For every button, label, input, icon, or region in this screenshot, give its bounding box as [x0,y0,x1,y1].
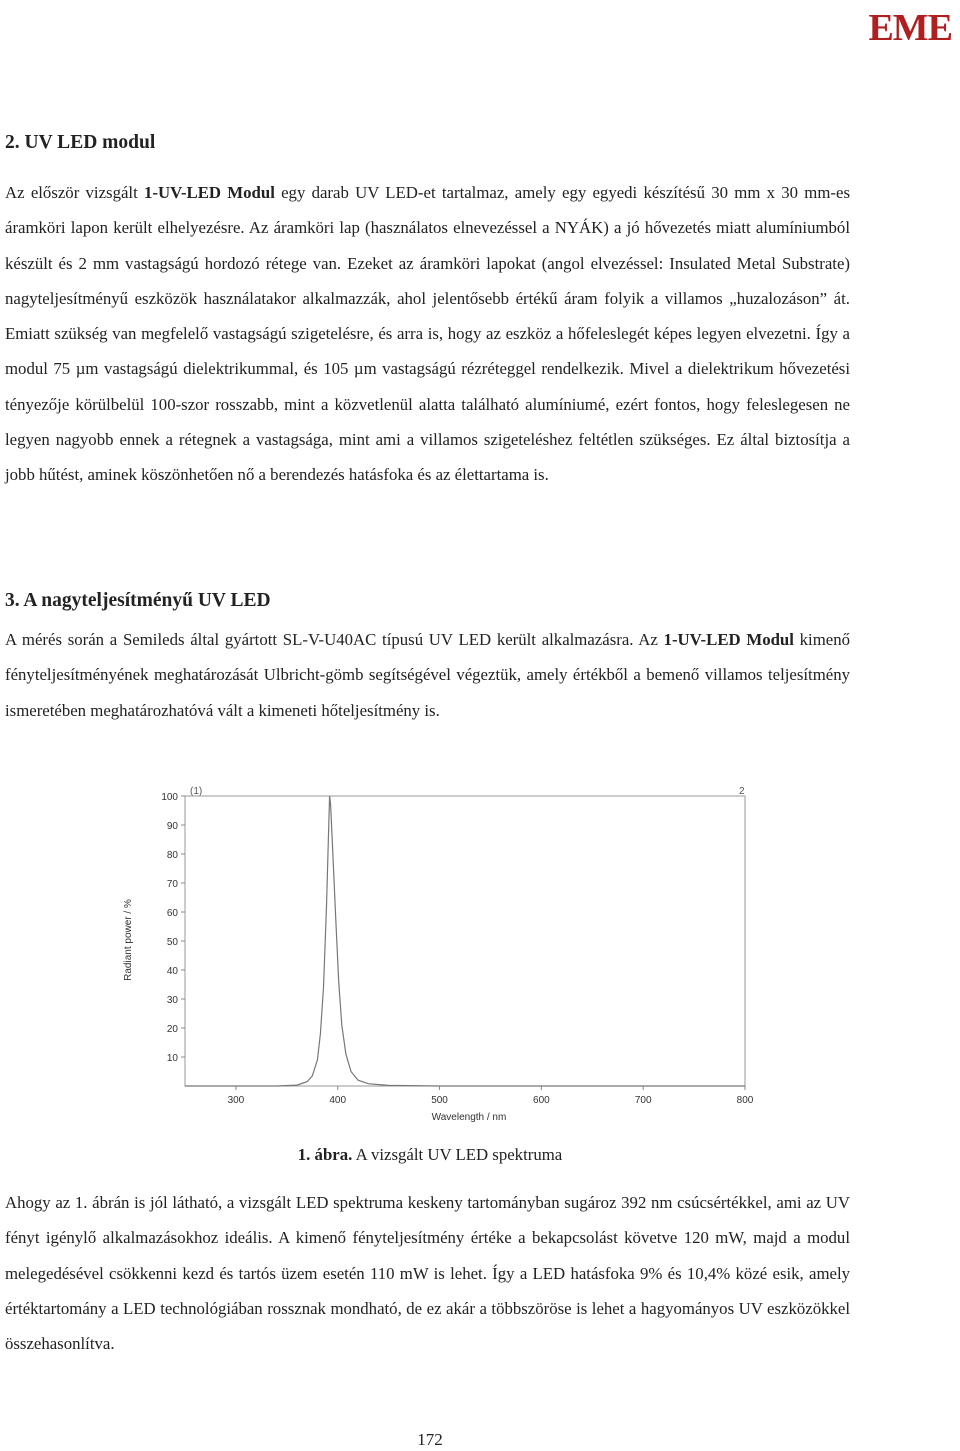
eme-logo: EME [868,7,952,49]
spectrum-chart-svg [115,780,765,1130]
text-run: egy darab UV LED-et tartalmaz, amely egy egyedi készítésű 30 mm x 30 mm-es áramköri lapon került elhelyezésre. Az áramköri lap (használatos elnevezéssel a NYÁK) a jó hővezetés miatt alumíniumból készült és 2 mm vastagságú hordozó rétege van. Ezeket az áramköri lapokat (angol elvezéssel: Insulated Metal Substrate) nagyteljesítményű eszközök használatakor alkalmazzák, ahol jelentősebb értékű áram folyik a villamos „huzalozáson” át. Emiatt szükség van megfelelő vastagságú szigetelésre, és arra is, hogy az eszköz a hőfeleslegét képes legyen elvezetni. Így a modul 75 µm vastagságú dielektrikummal, és 105 µm vastagságú rézréteggel rendelkezik. Mivel a dielektrikum hővezetési tényezője körülbelül 100-szor rosszabb, mint a közvetlenül alatta található alumíniumé, ezért fontos, hogy feleslegesen ne legyen nagyobb ennek a rétegnek a vastagsága, mint ami a villamos szigeteléshez feltétlen szükséges. Ez által biztosítja a jobb hűtést, aminek köszönhetően nő a berendezés hatásfoka és az élettartama is. [5,183,850,485]
x-tick-label: 400 [329,1095,347,1106]
annotation-2: 2 [739,786,745,797]
y-tick-label: 80 [166,850,178,861]
x-tick-label: 500 [431,1095,448,1106]
y-tick-label: 70 [166,879,178,890]
section-3-heading: 3. A nagyteljesítményű UV LED [5,590,271,611]
spectrum-chart [115,780,765,1130]
y-tick-label: 60 [166,908,178,919]
annotation-1: (1) [190,786,203,797]
spectrum-line [185,796,745,1086]
section-3-discussion: Ahogy az 1. ábrán is jól látható, a vizsgált LED spektruma keskeny tartományban sugároz 392 nm csúcsértékkel, ami az UV fényt igénylő alkalmazásokhoz ideális. A kimenő fényteljesítmény értéke a bekapcsolást követve 120 mW, majd a modul melegedésével csökkenni kezd és tartós üzem esetén 110 mW is lehet. Így a LED hatásfoka 9% és 10,4% közé esik, amely értéktartomány a LED technológiában rossznak mondható, de ez akár a többszöröse is lehet a hagyományos UV eszközökkel összehasonlítva. [5,1193,850,1354]
module-name: 1-UV-LED Modul [143,183,275,202]
plot-frame [185,796,745,1086]
text-run: A mérés során a Semileds által gyártott SL-V-U40AC típusú UV LED került alkalmazásra. Az [5,630,664,649]
y-tick-label: 100 [161,792,178,803]
y-tick-label: 50 [166,937,178,948]
figure-caption [5,1145,855,1165]
x-tick-label: 600 [533,1095,550,1106]
caption-text: A vizsgált UV LED spektruma [352,1145,563,1164]
y-tick-label: 90 [166,821,178,832]
text-run: Az először vizsgált [5,183,144,202]
y-tick-label: 40 [166,966,178,977]
section-3-paragraph [5,622,850,728]
section-2-heading: 2. UV LED modul [5,132,156,153]
x-tick-label: 700 [634,1095,652,1106]
y-tick-label: 10 [166,1053,178,1064]
module-name: 1-UV-LED Modul [663,630,794,649]
section-2-paragraph [5,175,850,493]
y-axis-label: Radiant power / % [123,899,134,981]
x-axis-label: Wavelength / nm [431,1112,507,1123]
x-tick-label: 300 [227,1095,245,1106]
text-run: kimenő fényteljesítményének meghatározását Ulbricht-gömb segítségével végeztük, amely értékből a bemenő villamos teljesítmény ismeretében meghatározhatóvá vált a kimeneti hőteljesítmény is. [5,630,851,720]
y-tick-label: 20 [166,1024,178,1035]
x-tick-label: 800 [736,1095,754,1106]
y-tick-label: 30 [166,995,178,1006]
page-number: 172 [417,1430,443,1449]
caption-number: 1. ábra. [297,1145,353,1164]
